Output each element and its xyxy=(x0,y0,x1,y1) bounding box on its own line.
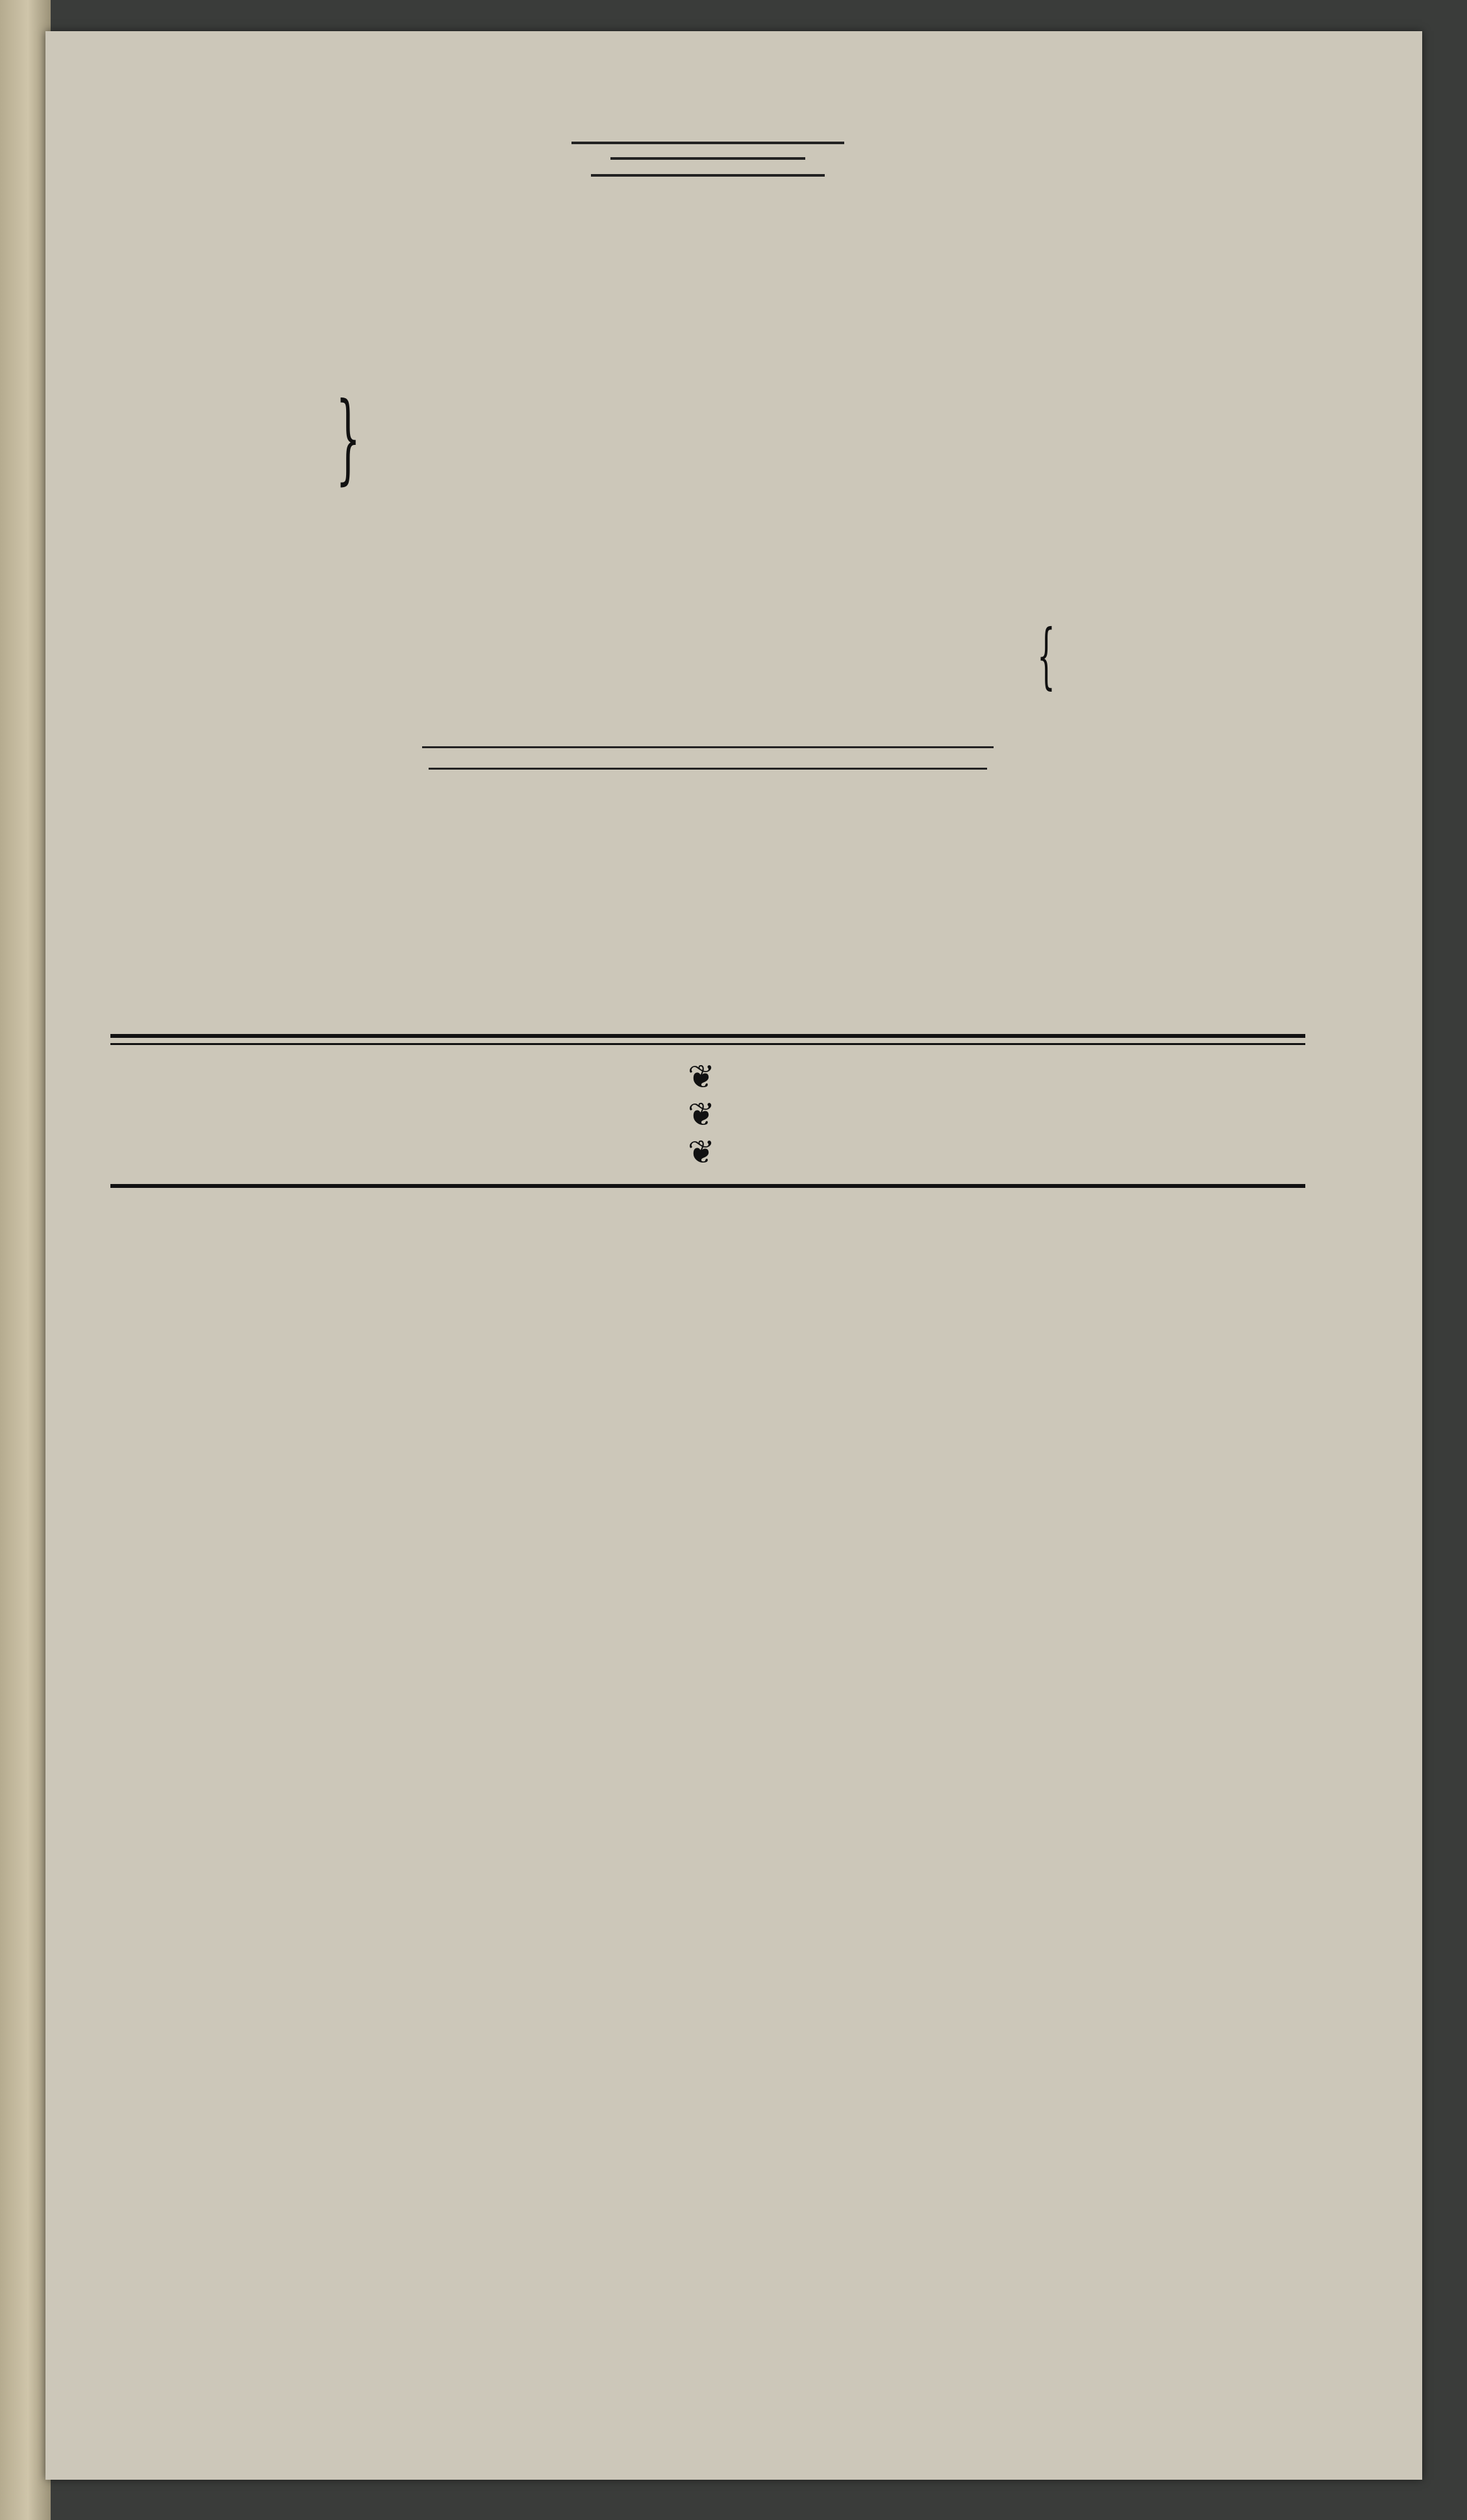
price-separator xyxy=(682,1058,721,1171)
cast-row xyxy=(146,357,1270,390)
main-cast-list xyxy=(146,191,1270,728)
cast-row xyxy=(146,950,1270,983)
brace-glyph: { xyxy=(1037,614,1055,697)
cast-row xyxy=(146,817,1270,850)
courtiers-group xyxy=(146,382,1270,495)
courtier-name xyxy=(146,456,328,489)
courtier-name xyxy=(146,390,328,423)
cast-row xyxy=(146,290,1270,323)
cast-row xyxy=(146,883,1270,916)
cast-row xyxy=(146,323,1270,357)
divider xyxy=(610,157,805,160)
ornament-icon: ❦ xyxy=(688,1133,715,1171)
price-row xyxy=(149,1058,682,1094)
price-column-left xyxy=(149,1058,682,1171)
cast-row xyxy=(146,850,1270,883)
cast-row xyxy=(146,588,1270,622)
ornament-border-bottom xyxy=(52,2418,1416,2470)
cast-row xyxy=(146,916,1270,950)
left-page-edge xyxy=(0,0,51,2520)
double-rule xyxy=(110,1034,1305,1045)
courtier-actors xyxy=(1055,390,1270,489)
courtier-names xyxy=(146,390,328,489)
ornament-border-top xyxy=(52,44,1416,96)
playbill-sheet xyxy=(45,31,1422,2480)
price-row xyxy=(149,1094,682,1131)
divider xyxy=(571,142,844,144)
brace-glyph: } xyxy=(336,382,361,495)
cast-row xyxy=(146,191,1270,224)
ornament-icon: ❦ xyxy=(688,1096,715,1133)
divider xyxy=(429,768,987,770)
playbill-content xyxy=(97,122,1318,1257)
cast-row xyxy=(146,489,1270,522)
cast-row xyxy=(146,695,1270,728)
pre-play-cast-list xyxy=(146,784,1270,1016)
cast-row xyxy=(146,257,1270,290)
price-row xyxy=(734,1094,1266,1131)
price-row xyxy=(734,1058,1266,1094)
courtier-dashes xyxy=(354,390,1055,489)
divider xyxy=(591,174,825,177)
cast-row xyxy=(146,555,1270,588)
times-line xyxy=(97,1201,1318,1257)
rule xyxy=(110,1184,1305,1188)
cast-row xyxy=(146,983,1270,1016)
hofdamen-group xyxy=(146,614,1270,697)
courtier-name xyxy=(146,423,328,456)
ornament-icon: ❦ xyxy=(688,1058,715,1096)
divider xyxy=(422,746,994,748)
cast-row xyxy=(146,224,1270,257)
price-column-right xyxy=(721,1058,1266,1171)
cast-row xyxy=(146,522,1270,555)
price-row xyxy=(149,1131,682,1167)
cast-row xyxy=(146,784,1270,817)
price-table xyxy=(149,1058,1266,1171)
ornament-border-right xyxy=(1353,83,1418,2421)
